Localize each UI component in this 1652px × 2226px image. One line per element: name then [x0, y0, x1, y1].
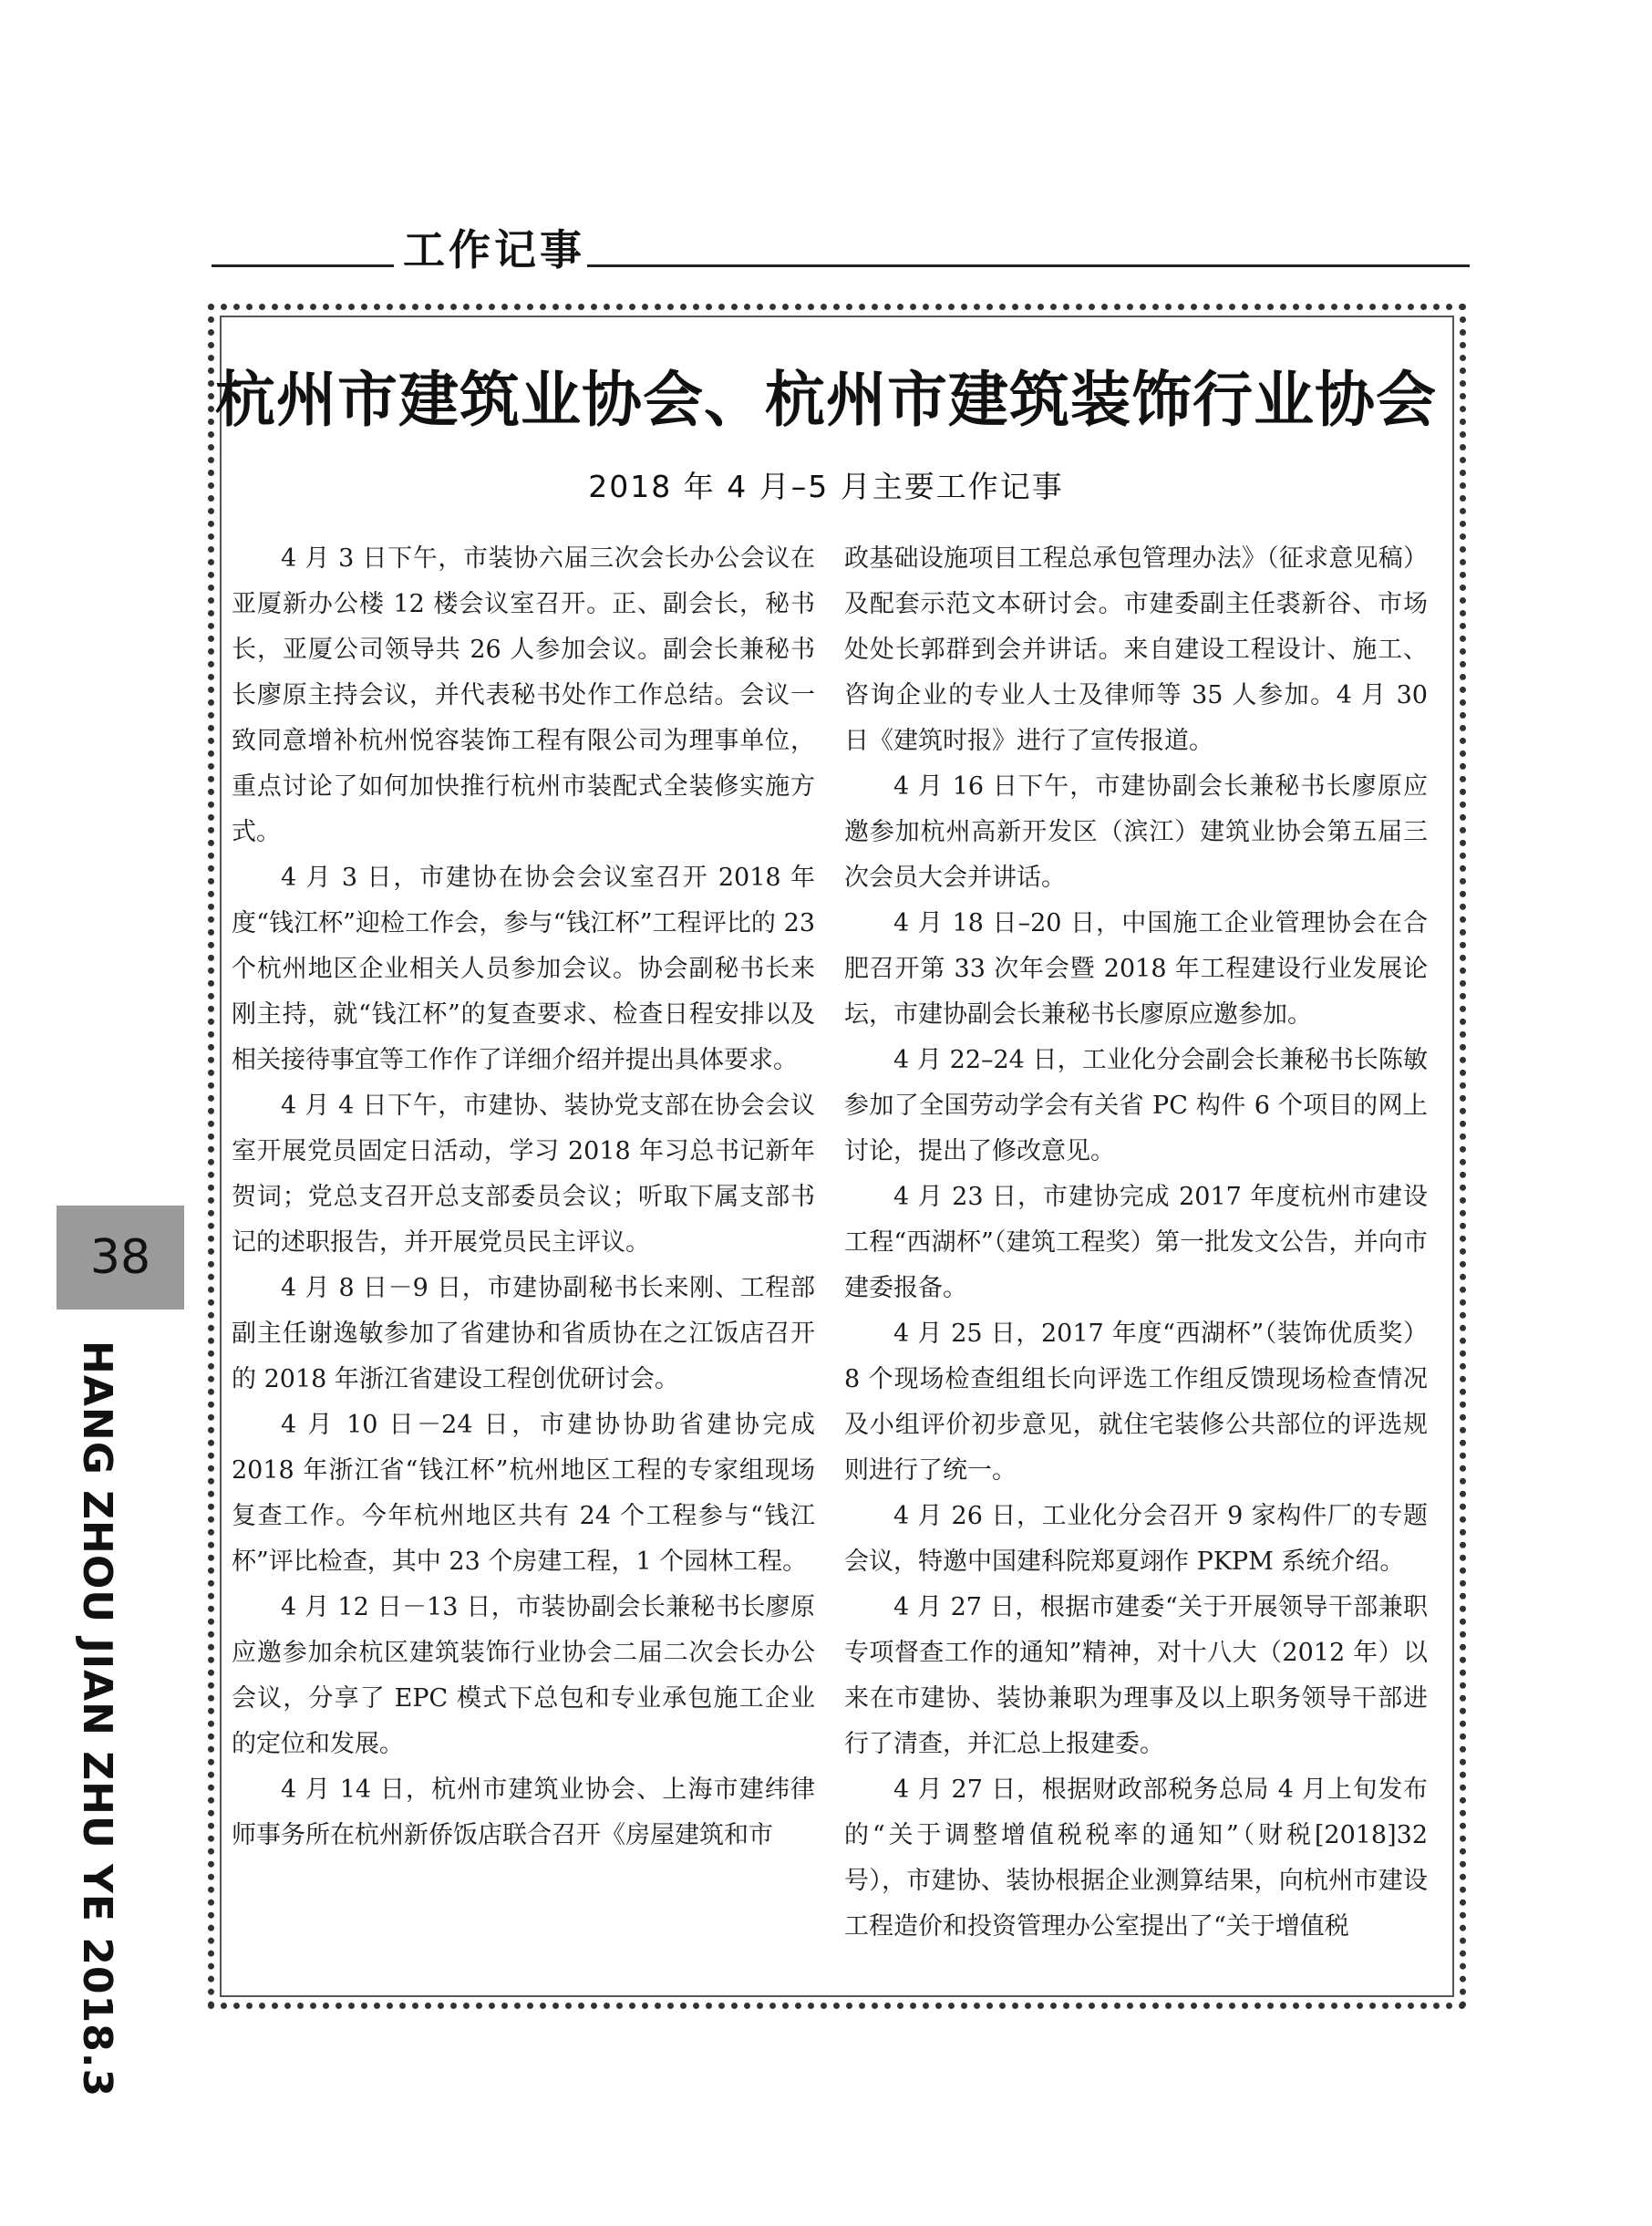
spine-text: HANG ZHOU JIAN ZHU YE 2018.3	[74, 1341, 120, 2098]
paragraph: 4 月 3 日，市建协在协会会议室召开 2018 年度“钱江杯”迎检工作会，参与“钱江杯”工程评比的 23 个杭州地区企业相关人员参加会议。协会副秘书长来刚主持，就“钱江杯”的复查要求、检查日程安排以及相关接待事宜等工作作了详细介绍并提出具体要求。	[232, 864, 815, 1074]
page-number-tab	[57, 1206, 184, 1310]
paragraph: 4 月 26 日，工业化分会召开 9 家构件厂的专题会议，特邀中国建科院郑夏翊作 PKPM 系统介绍。	[844, 1502, 1428, 1576]
paragraph: 4 月 3 日下午，市装协六届三次会长办公会议在亚厦新办公楼 12 楼会议室召开。正、副会长，秘书长，亚厦公司领导共 26 人参加会议。副会长兼秘书长廖原主持会议，并代表秘书处作工作总结。会议一致同意增补杭州悦容装饰工程有限公司为理事单位，重点讨论了如何加快推行杭州市装配式全装修实施方式。	[232, 544, 815, 846]
article-body	[232, 536, 1449, 1963]
right-column	[844, 536, 1428, 1950]
paragraph: 4 月 12 日－13 日，市装协副会长兼秘书长廖原应邀参加余杭区建筑装饰行业协会二届二次会长办公会议，分享了 EPC 模式下总包和专业承包施工企业的定位和发展。	[232, 1593, 815, 1758]
paragraph: 4 月 8 日－9 日，市建协副秘书长来刚、工程部副主任谢逸敏参加了省建协和省质协在之江饭店召开的 2018 年浙江省建设工程创优研讨会。	[232, 1274, 815, 1393]
section-label: 工作记事	[403, 225, 585, 274]
paragraph: 4 月 16 日下午，市建协副会长兼秘书长廖原应邀参加杭州高新开发区（滨江）建筑业协会第五届三次会员大会并讲话。	[844, 772, 1428, 892]
paragraph: 4 月 25 日，2017 年度“西湖杯”（装饰优质奖）8 个现场检查组组长向评选工作组反馈现场检查情况及小组评价初步意见，就住宅装修公共部位的评选规则进行了统一。	[844, 1320, 1428, 1485]
paragraph: 4 月 4 日下午，市建协、装协党支部在协会会议室开展党员固定日活动，学习 2018 年习总书记新年贺词；党总支召开总支部委员会议；听取下属支部书记的述职报告，并开展党员民主评议。	[232, 1092, 815, 1257]
paragraph: 4 月 23 日，市建协完成 2017 年度杭州市建设工程“西湖杯”（建筑工程奖）第一批发文公告，并向市建委报备。	[844, 1183, 1428, 1302]
header-rule-right	[587, 264, 1470, 267]
paragraph-continuation: 政基础设施项目工程总承包管理办法》（征求意见稿）及配套示范文本研讨会。市建委副主任裘新谷、市场处处长郭群到会并讲话。来自建设工程设计、施工、咨询企业的专业人士及律师等 35 人参加。4 月 30 日《建筑时报》进行了宣传报道。	[844, 544, 1428, 755]
page-number: 38	[89, 1230, 151, 1285]
paragraph: 4 月 27 日，根据市建委“关于开展领导干部兼职专项督查工作的通知”精神，对十八大（2012 年）以来在市建协、装协兼职为理事及以上职务领导干部进行了清查，并汇总上报建委。	[844, 1593, 1428, 1758]
paragraph: 4 月 14 日，杭州市建筑业协会、上海市建纬律师事务所在杭州新侨饭店联合召开《房屋建筑和市	[232, 1776, 815, 1849]
left-column	[232, 536, 815, 1858]
article-subtitle: 2018 年 4 月–5 月主要工作记事	[588, 469, 1064, 504]
paragraph: 4 月 22–24 日，工业化分会副会长兼秘书长陈敏参加了全国劳动学会有关省 PC 构件 6 个项目的网上讨论，提出了修改意见。	[844, 1046, 1428, 1165]
section-header	[212, 208, 1470, 272]
paragraph: 4 月 10 日－24 日，市建协协助省建协完成 2018 年浙江省“钱江杯”杭州地区工程的专家组现场复查工作。今年杭州地区共有 24 个工程参与“钱江杯”评比检查，其中 23 个房建工程，1 个园林工程。	[232, 1411, 815, 1576]
article-title: 杭州市建筑业协会、杭州市建筑装饰行业协会	[215, 364, 1437, 435]
paragraph: 4 月 18 日–20 日，中国施工企业管理协会在合肥召开第 33 次年会暨 2018 年工程建设行业发展论坛，市建协副会长兼秘书长廖原应邀参加。	[844, 909, 1428, 1029]
header-rule-left	[212, 264, 394, 267]
paragraph: 4 月 27 日，根据财政部税务总局 4 月上旬发布的“关于调整增值税税率的通知”（财税[2018]32 号），市建协、装协根据企业测算结果，向杭州市建设工程造价和投资管理办公室提出了“关于增值税	[844, 1776, 1428, 1941]
